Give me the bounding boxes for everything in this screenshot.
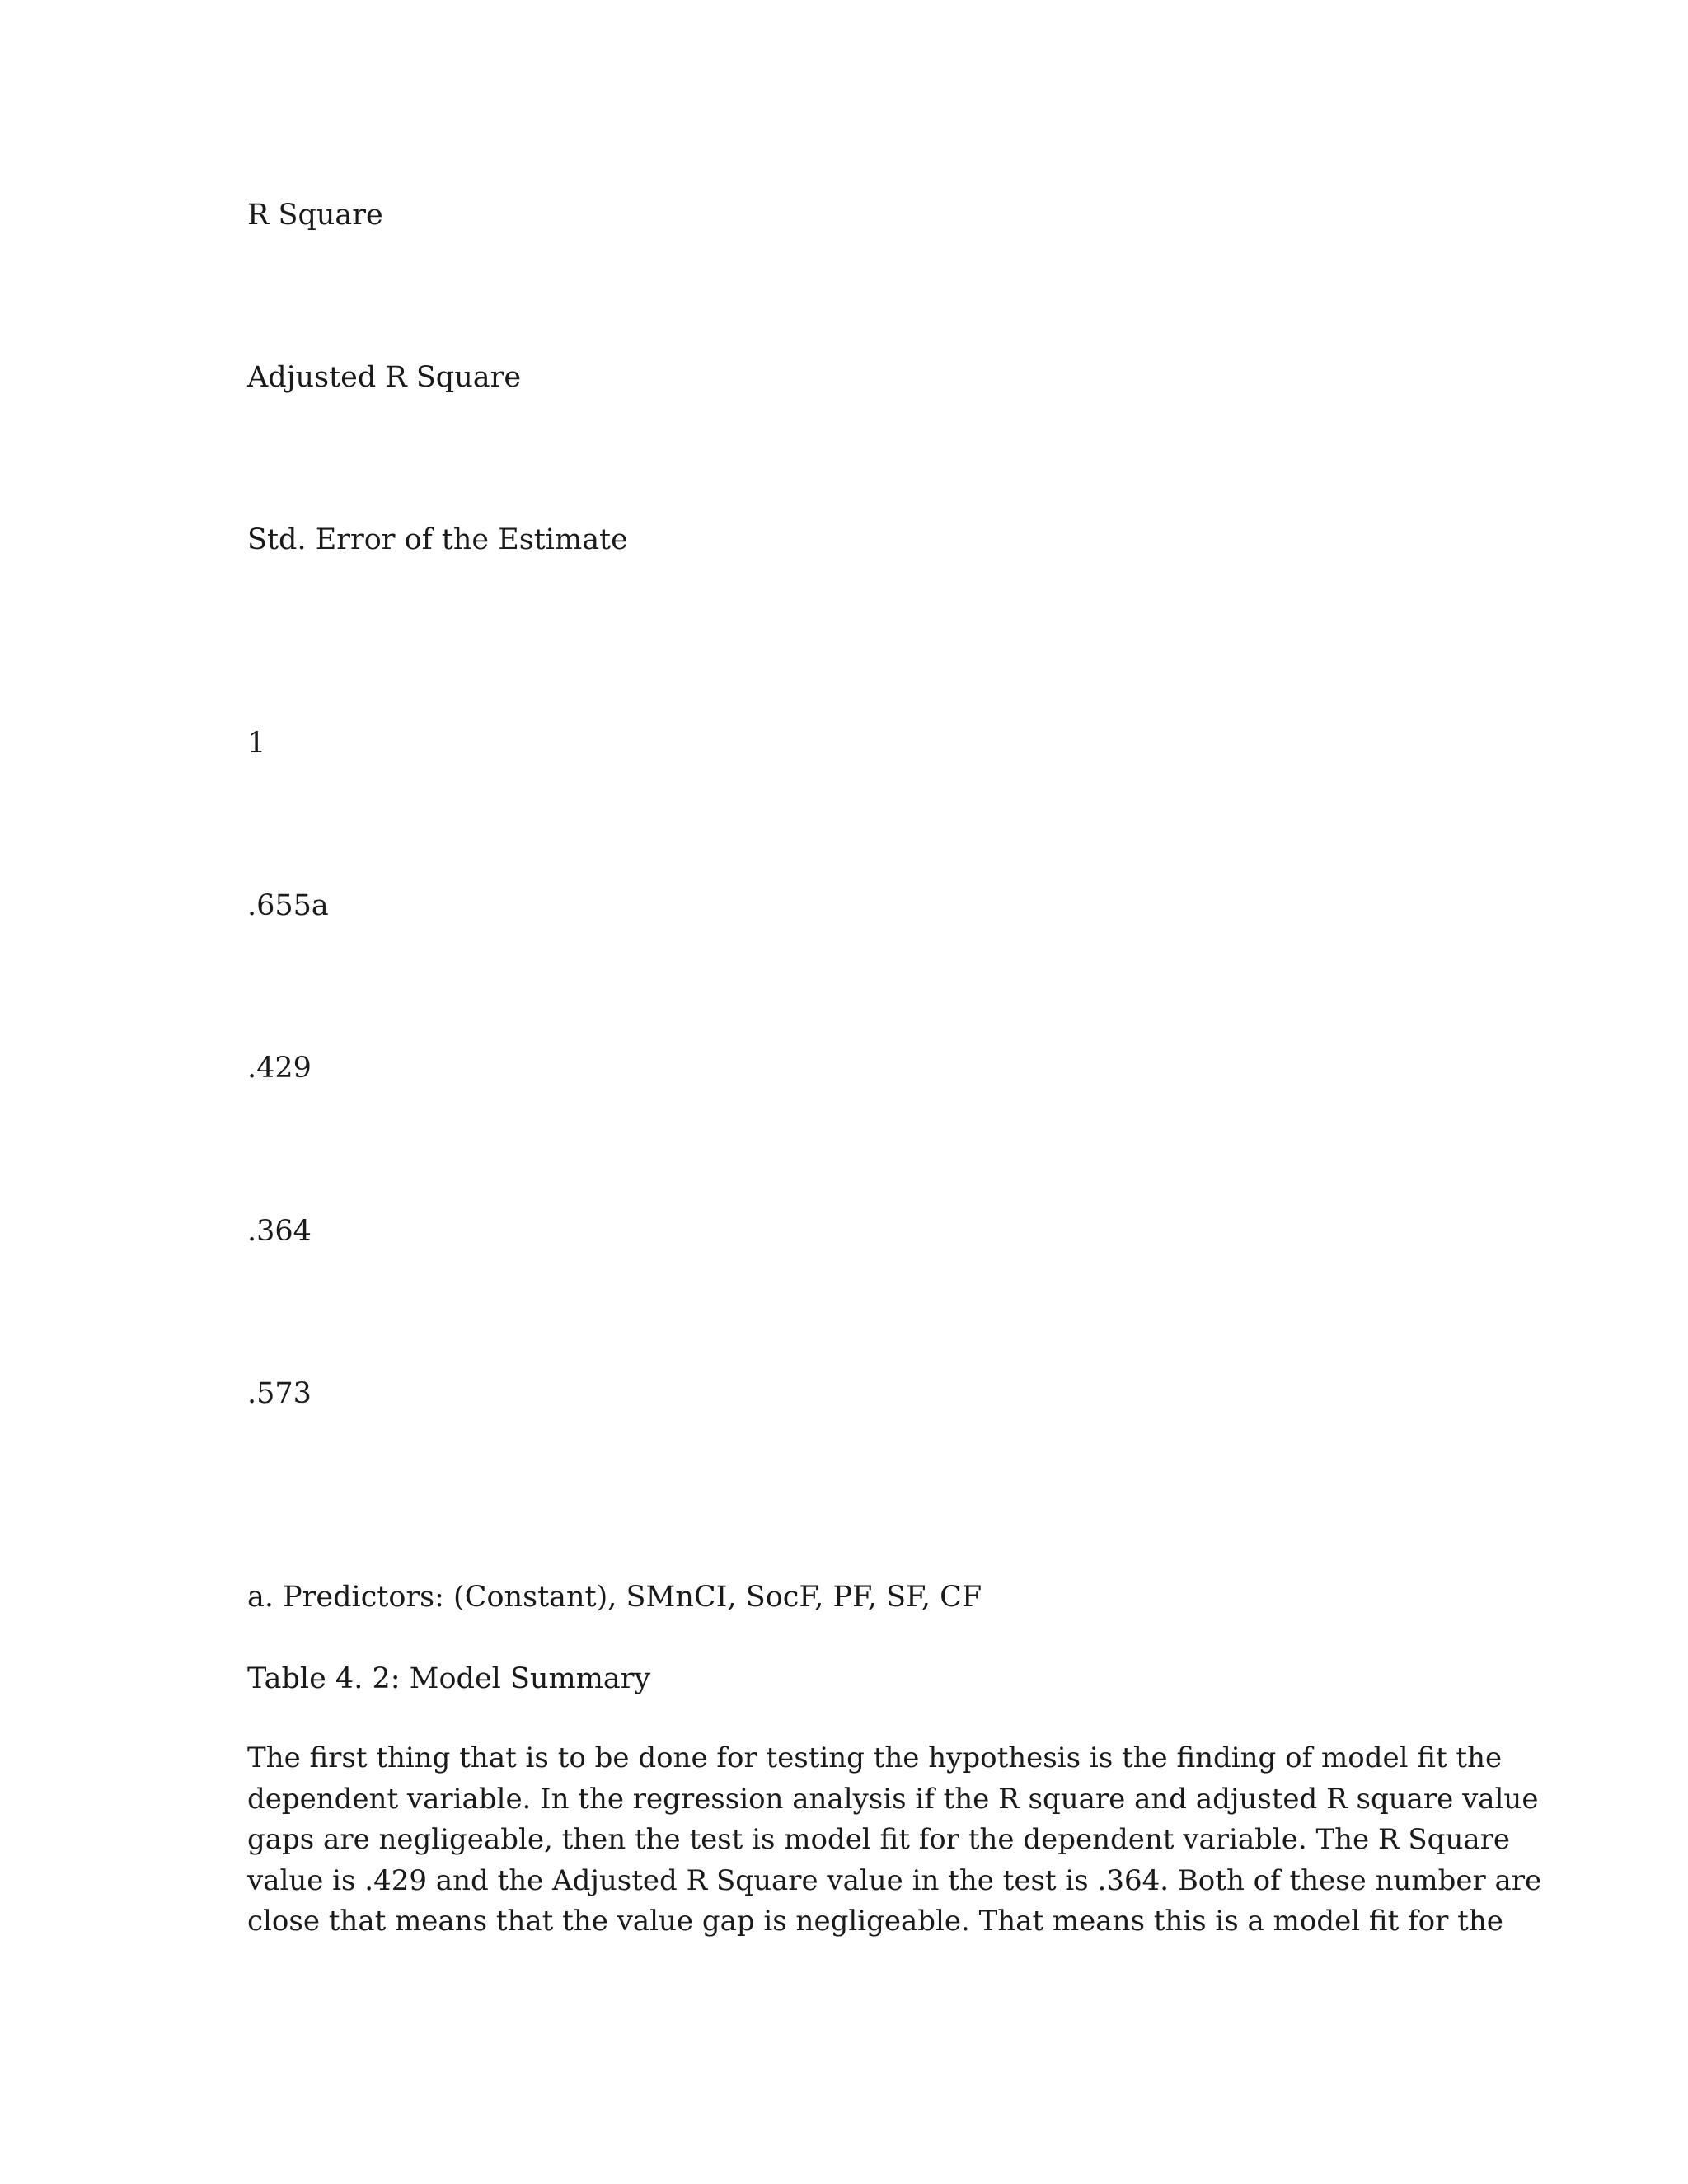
paragraph-line: gaps are negligeable, then the test is model fit for the dependent variable. The R Square <box>247 1823 1510 1856</box>
value-std-error: .573 <box>247 1377 312 1410</box>
value-adjusted-r-square: .364 <box>247 1215 312 1248</box>
value-r: .655a <box>247 889 329 922</box>
column-header-adjusted-r-square: Adjusted R Square <box>247 361 522 394</box>
column-header-r-square: R Square <box>247 199 383 232</box>
column-header-std-error: Std. Error of the Estimate <box>247 523 628 556</box>
paragraph-line: close that means that the value gap is negligeable. That means this is a model fit for the <box>247 1905 1503 1938</box>
paragraph-line: dependent variable. In the regression analysis if the R square and adjusted R square value <box>247 1782 1539 1816</box>
paragraph-line: The first thing that is to be done for testing the hypothesis is the finding of model fit the <box>247 1741 1503 1774</box>
value-r-square: .429 <box>247 1052 312 1085</box>
table-caption: Table 4. 2: Model Summary <box>247 1662 651 1695</box>
body-paragraph <box>247 1738 1542 1943</box>
value-model: 1 <box>247 727 266 760</box>
table-footnote: a. Predictors: (Constant), SMnCI, SocF, PF, SF, CF <box>247 1581 982 1614</box>
paragraph-line: value is .429 and the Adjusted R Square value in the test is .364. Both of these number are <box>247 1863 1542 1897</box>
